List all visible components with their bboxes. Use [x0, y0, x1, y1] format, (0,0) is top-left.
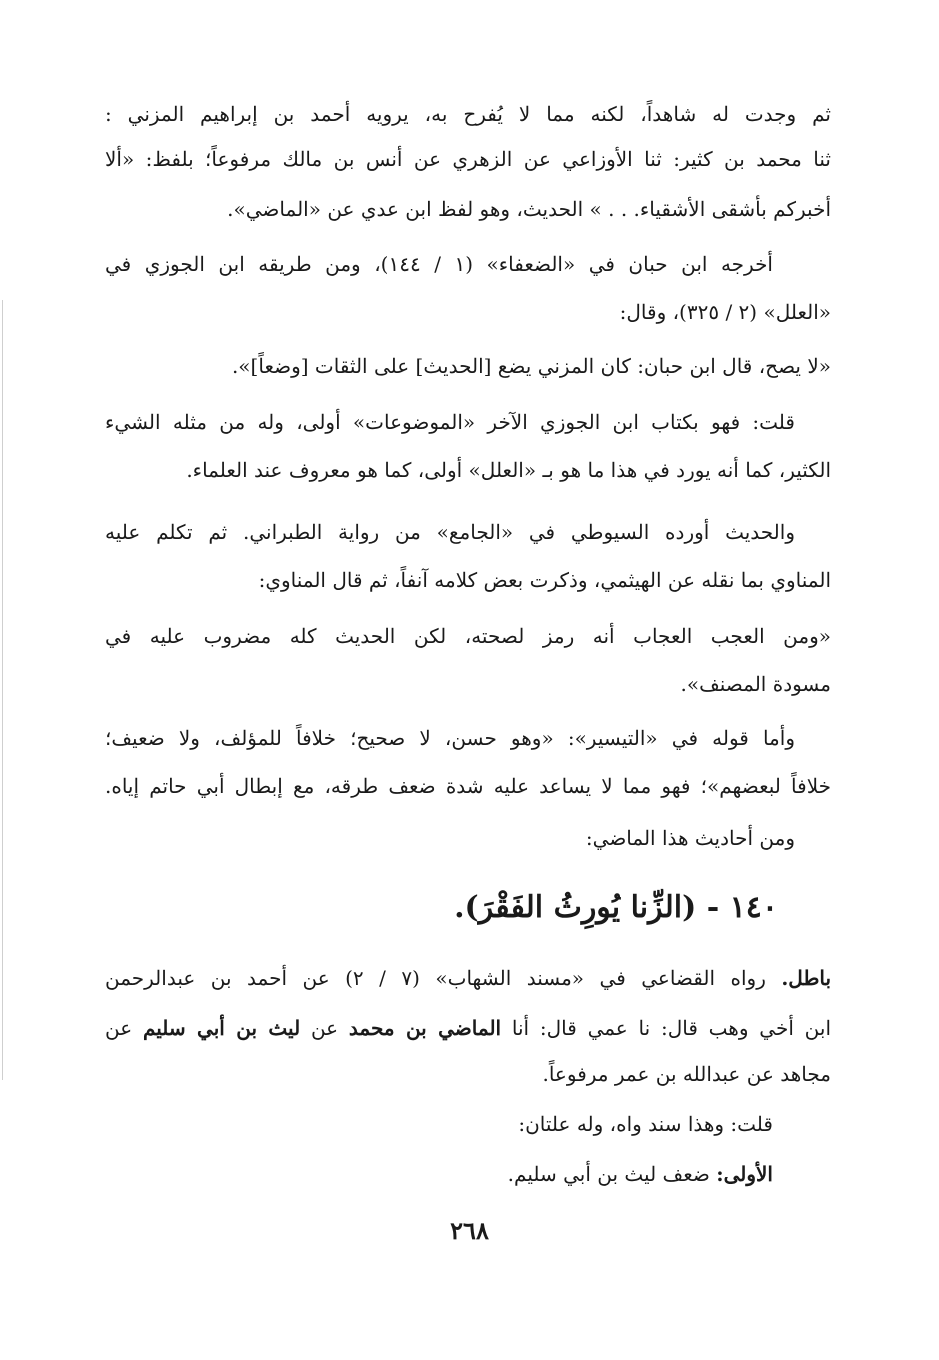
quote-line: مسودة المصنف».	[680, 672, 831, 696]
text-line: خلافاً لبعضهم»؛ فهو مما لا يساعد عليه شدة ضعف طرقه، مع إبطال أبي حاتم إياه.	[105, 774, 831, 798]
quote-line: «لا يصح، قال ابن حبان: كان المزني يضع [الحديث] على الثقات [وضعاً]».	[231, 354, 831, 378]
scan-edge-line	[2, 300, 3, 1080]
page-number: ٢٦٨	[450, 1216, 489, 1245]
takhrij-line: مجاهد عن عبدالله بن عمر مرفوعاً.	[542, 1062, 831, 1086]
verdict-label: باطل.	[781, 966, 831, 990]
text-line: والحديث أورده السيوطي في «الجامع» من رواية الطبراني. ثم تكلم عليه	[105, 520, 795, 544]
takhrij-line	[105, 964, 831, 994]
takhrij-text: ابن أخي وهب قال: نا عمي قال: أنا	[501, 1016, 831, 1040]
quote-line: «ومن العجب العجاب أنه رمز لصحته، لكن الحديث كله مضروب عليه في	[105, 624, 831, 648]
takhrij-line: قلت: وهذا سند واه، وله علتان:	[518, 1112, 773, 1136]
text-line: أخرجه ابن حبان في «الضعفاء» (١ / ١٤٤)، ومن طريقه ابن الجوزي في	[105, 252, 773, 276]
hadith-heading: ١٤٠ - (الزِّنا يُورِثُ الفَقْرَ).	[454, 890, 778, 925]
text-line: الكثير، كما أنه يورد في هذا ما هو بـ «العلل» أولى، كما هو معروف عند العلماء.	[186, 458, 831, 482]
narrator-name: الماضي بن محمد	[348, 1016, 502, 1040]
text-line: ثنا محمد بن كثير: ثنا الأوزاعي عن الزهري عن أنس بن مالك مرفوعاً؛ بلفظ: «ألا	[105, 147, 831, 171]
text-line: أخبركم بأشقى الأشقياء. . . » الحديث، وهو لفظ ابن عدي عن «الماضي».	[227, 197, 831, 221]
text-line: ثم وجدت له شاهداً، لكنه مما لا يُفرح به، يرويه أحمد بن إبراهيم المزني :	[105, 102, 831, 126]
text-line: «العلل» (٢ / ٣٢٥)، وقال:	[619, 300, 831, 324]
text-line: قلت: فهو بكتاب ابن الجوزي الآخر «الموضوعات» أولى، وله من مثله الشيء	[105, 410, 795, 434]
takhrij-line	[105, 1160, 831, 1190]
text-line: وأما قوله في «التيسير»: «وهو حسن، لا صحيح؛ خلافاً للمؤلف، ولا ضعيف؛	[105, 726, 795, 750]
takhrij-text: عن	[105, 1016, 143, 1040]
text-line: ومن أحاديث هذا الماضي:	[585, 826, 795, 850]
first-defect-label: الأولى:	[716, 1162, 773, 1186]
takhrij-line	[105, 1014, 831, 1044]
takhrij-text: عن	[300, 1016, 349, 1040]
text-line: المناوي بما نقله عن الهيثمي، وذكرت بعض كلامه آنفاً، ثم قال المناوي:	[258, 568, 831, 592]
takhrij-text: رواه القضاعي في «مسند الشهاب» (٧ / ٢) عن أحمد بن عبدالرحمن	[105, 966, 782, 990]
takhrij-text: ضعف ليث بن أبي سليم.	[507, 1162, 717, 1186]
narrator-name: ليث بن أبي سليم	[142, 1016, 301, 1040]
